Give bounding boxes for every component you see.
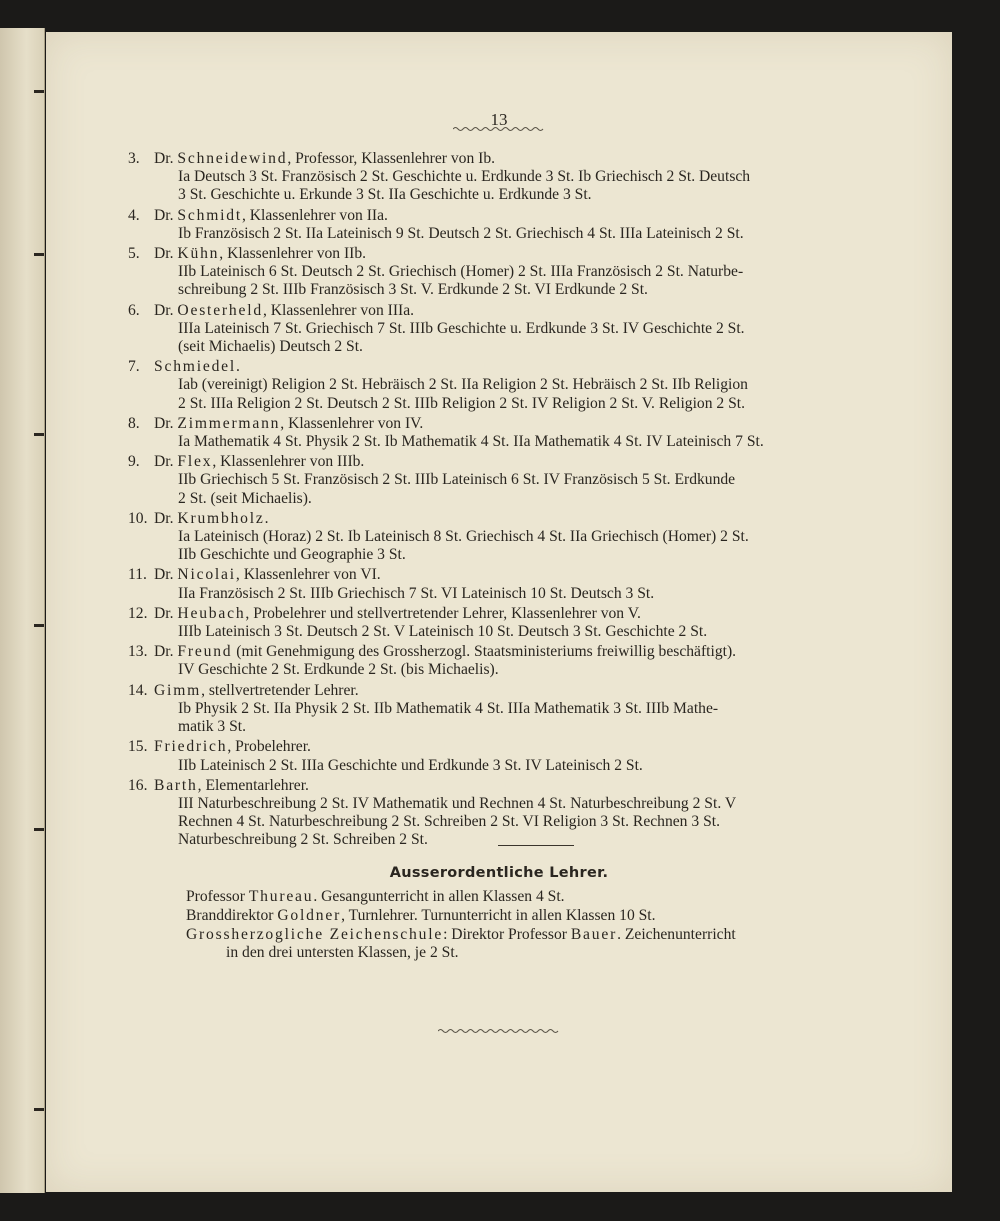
teacher-name: Gimm bbox=[154, 681, 202, 699]
wave-ornament-icon bbox=[438, 1028, 560, 1034]
teacher-name: Schmiedel bbox=[154, 358, 237, 376]
lesson-assignments: Ia Deutsch 3 St. Französisch 2 St. Geschichte u. Erdkunde 3 St. Ib Griechisch 2 St. Deutsch 3 St. Geschichte u. Erkunde 3 St. IIa Geschichte u. Erdkunde 3 St. bbox=[178, 168, 751, 204]
entry-heading bbox=[154, 566, 858, 584]
lesson-assignments: IIb Griechisch 5 St. Französisch 2 St. IIIb Lateinisch 6 St. IV Französisch 5 St. Erdkunde 2 St. (seit Michaelis). bbox=[178, 471, 736, 507]
teacher-name: Freund bbox=[177, 643, 233, 661]
entry-title: Dr. bbox=[154, 509, 174, 527]
extra-text: , Turnlehrer. Turnunterricht in allen Klassen 10 St. bbox=[341, 906, 656, 924]
entry-title: Dr. bbox=[154, 453, 174, 471]
entry-number: 16. bbox=[128, 776, 148, 794]
document-page bbox=[46, 32, 952, 1192]
extra-teachers bbox=[186, 888, 866, 963]
entry-title: Dr. bbox=[154, 414, 174, 432]
page-number: 13 bbox=[490, 110, 508, 129]
teacher-name: Bauer bbox=[570, 925, 618, 943]
entry-heading bbox=[154, 643, 858, 661]
previous-page-edge bbox=[0, 28, 45, 1193]
entry-number: 9. bbox=[128, 453, 140, 471]
entry-title: Dr. bbox=[154, 604, 174, 622]
extra-text: . Zeichenunterricht in den drei untersten Klassen, je 2 St. bbox=[226, 925, 736, 962]
lesson-assignments: IIb Lateinisch 2 St. IIIa Geschichte und Erdkunde 3 St. IV Lateinisch 2 St. bbox=[178, 756, 643, 774]
entry-title: Dr. bbox=[154, 643, 174, 661]
teacher-name: Zimmermann bbox=[177, 414, 281, 432]
entry-number: 15. bbox=[128, 738, 148, 756]
entry-heading bbox=[154, 510, 858, 528]
teacher-name: Thureau bbox=[248, 888, 314, 905]
teacher-entry bbox=[128, 150, 858, 205]
entry-heading bbox=[154, 605, 858, 623]
entry-title: Dr. bbox=[154, 301, 174, 319]
teacher-name: Krumbholz bbox=[177, 509, 265, 527]
extra-prefix: Professor bbox=[186, 888, 249, 905]
teacher-name: Schmidt bbox=[177, 206, 242, 224]
teacher-entry bbox=[128, 207, 858, 243]
teacher-role: , Klassenlehrer von IIb. bbox=[219, 245, 367, 263]
entry-heading bbox=[154, 415, 858, 433]
teacher-name: Grossherzogliche Zeichenschule bbox=[186, 925, 444, 943]
section-divider bbox=[498, 845, 574, 846]
entry-number: 3. bbox=[128, 150, 140, 167]
binding-mark bbox=[34, 624, 44, 627]
section-title: Ausserordentliche Lehrer. bbox=[389, 865, 609, 881]
lesson-assignments: Ia Lateinisch (Horaz) 2 St. Ib Lateinisch 8 St. Griechisch 4 St. IIa Griechisch (Homer) 2 St. IIb Geschichte und Geographie 3 St. bbox=[178, 528, 749, 564]
entry-number: 11. bbox=[128, 566, 147, 584]
teacher-role: (mit Genehmigung des Grossherzogl. Staatsministeriums freiwillig beschäftigt). bbox=[232, 643, 737, 661]
teacher-role: , Probelehrer und stellvertretender Lehrer, Klassenlehrer von V. bbox=[245, 604, 641, 622]
entry-number: 5. bbox=[128, 245, 140, 263]
binding-mark bbox=[34, 253, 44, 256]
binding-mark bbox=[34, 433, 44, 436]
teacher-name: Flex bbox=[177, 453, 213, 471]
entry-title: Dr. bbox=[154, 245, 174, 263]
teacher-role: , Elementarlehrer. bbox=[197, 776, 309, 794]
entry-number: 6. bbox=[128, 301, 140, 319]
extra-text: : Direktor Professor bbox=[443, 925, 571, 943]
entry-heading bbox=[154, 207, 858, 225]
teacher-entry bbox=[128, 510, 858, 565]
entry-heading bbox=[154, 150, 858, 168]
teacher-role: . bbox=[236, 358, 240, 376]
binding-mark bbox=[34, 828, 44, 831]
teacher-entry bbox=[128, 415, 858, 451]
teacher-role: , Professor, Klassenlehrer von Ib. bbox=[287, 150, 496, 167]
extra-teacher-entry bbox=[186, 907, 866, 926]
teacher-entry bbox=[128, 358, 858, 413]
teacher-role: , Probelehrer. bbox=[227, 738, 311, 756]
entry-heading bbox=[154, 682, 858, 700]
teacher-name: Barth bbox=[154, 776, 198, 794]
entry-heading bbox=[154, 453, 858, 471]
teacher-list bbox=[128, 150, 858, 852]
extra-teacher-entry bbox=[186, 926, 866, 964]
entry-number: 14. bbox=[128, 681, 148, 699]
teacher-entry bbox=[128, 682, 858, 737]
teacher-name: Friedrich bbox=[154, 738, 228, 756]
entry-heading bbox=[154, 738, 858, 756]
lesson-assignments: IV Geschichte 2 St. Erdkunde 2 St. (bis Michaelis). bbox=[178, 661, 499, 679]
teacher-entry bbox=[128, 643, 858, 679]
teacher-role: , Klassenlehrer von IIIa. bbox=[262, 301, 415, 319]
teacher-name: Schneidewind bbox=[177, 150, 288, 167]
teacher-role: , Klassenlehrer von IIIb. bbox=[212, 453, 365, 471]
binding-mark bbox=[34, 1108, 44, 1111]
teacher-role: , Klassenlehrer von VI. bbox=[235, 566, 381, 584]
lesson-assignments: IIIa Lateinisch 7 St. Griechisch 7 St. IIIb Geschichte u. Erdkunde 3 St. IV Geschichte 2 St. (seit Michaelis) Deutsch 2 St. bbox=[178, 319, 745, 356]
entry-number: 10. bbox=[128, 509, 148, 527]
teacher-entry bbox=[128, 605, 858, 641]
lesson-assignments: IIa Französisch 2 St. IIIb Griechisch 7 St. VI Lateinisch 10 St. Deutsch 3 St. bbox=[178, 584, 655, 602]
teacher-role: , Klassenlehrer von IIa. bbox=[242, 206, 388, 224]
lesson-assignments: Ia Mathematik 4 St. Physik 2 St. Ib Mathematik 4 St. IIa Mathematik 4 St. IV Lateinisch 7 St. bbox=[178, 433, 764, 451]
entry-title: Dr. bbox=[154, 566, 174, 584]
entry-number: 4. bbox=[128, 206, 140, 224]
entry-title: Dr. bbox=[154, 150, 174, 167]
teacher-entry bbox=[128, 453, 858, 508]
teacher-entry bbox=[128, 777, 858, 850]
lesson-assignments: IIb Lateinisch 6 St. Deutsch 2 St. Griechisch (Homer) 2 St. IIIa Französisch 2 St. Naturbe- schreibung 2 St. IIIb Französisch 3 St. V. Erdkunde 2 St. VI Erdkunde 2 St. bbox=[178, 263, 744, 299]
lesson-assignments: Ib Französisch 2 St. IIa Lateinisch 9 St. Deutsch 2 St. Griechisch 4 St. IIIa Lateinisch 2 St. bbox=[178, 224, 744, 242]
entry-heading bbox=[154, 358, 858, 376]
entry-heading bbox=[154, 245, 858, 263]
teacher-entry bbox=[128, 302, 858, 357]
teacher-name: Heubach bbox=[177, 604, 246, 622]
lesson-assignments: Ib Physik 2 St. IIa Physik 2 St. IIb Mathematik 4 St. IIIa Mathematik 3 St. IIIb Mathe- matik 3 St. bbox=[178, 699, 719, 736]
teacher-name: Oesterheld bbox=[177, 301, 263, 319]
teacher-name: Nicolai bbox=[177, 566, 236, 584]
extra-teacher-entry bbox=[186, 888, 866, 907]
teacher-entry bbox=[128, 566, 858, 602]
binding-mark bbox=[34, 90, 44, 93]
teacher-name: Goldner bbox=[277, 906, 342, 924]
extra-text: . Gesangunterricht in allen Klassen 4 St. bbox=[313, 888, 565, 905]
extra-prefix: Branddirektor bbox=[186, 906, 278, 924]
wave-ornament-icon bbox=[453, 126, 545, 132]
entry-title: Dr. bbox=[154, 206, 174, 224]
entry-number: 12. bbox=[128, 604, 148, 622]
entry-heading bbox=[154, 302, 858, 320]
lesson-assignments: III Naturbeschreibung 2 St. IV Mathematik und Rechnen 4 St. Naturbeschreibung 2 St. V Rechnen 4 St. Naturbeschreibung 2 St. Schreiben 2 St. VI Religion 3 St. Rechnen 3 St. Naturbeschreibung 2 St. Schreiben 2 St. bbox=[178, 794, 737, 849]
entry-number: 7. bbox=[128, 358, 140, 376]
teacher-entry bbox=[128, 245, 858, 300]
lesson-assignments: Iab (vereinigt) Religion 2 St. Hebräisch 2 St. IIa Religion 2 St. Hebräisch 2 St. IIb Religion 2 St. IIIa Religion 2 St. Deutsch 2 St. IIIb Religion 2 St. IV Religion 2 St. V. Religion 2 St. bbox=[178, 376, 748, 412]
teacher-role: . bbox=[264, 509, 269, 527]
teacher-entry bbox=[128, 738, 858, 774]
entry-number: 8. bbox=[128, 414, 140, 432]
teacher-role: , Klassenlehrer von IV. bbox=[280, 414, 424, 432]
teacher-name: Kühn bbox=[177, 245, 220, 263]
entry-number: 13. bbox=[128, 643, 148, 661]
entry-heading bbox=[154, 777, 858, 795]
lesson-assignments: IIIb Lateinisch 3 St. Deutsch 2 St. V Lateinisch 10 St. Deutsch 3 St. Geschichte 2 St. bbox=[178, 623, 708, 641]
teacher-role: , stellvertretender Lehrer. bbox=[201, 681, 359, 699]
